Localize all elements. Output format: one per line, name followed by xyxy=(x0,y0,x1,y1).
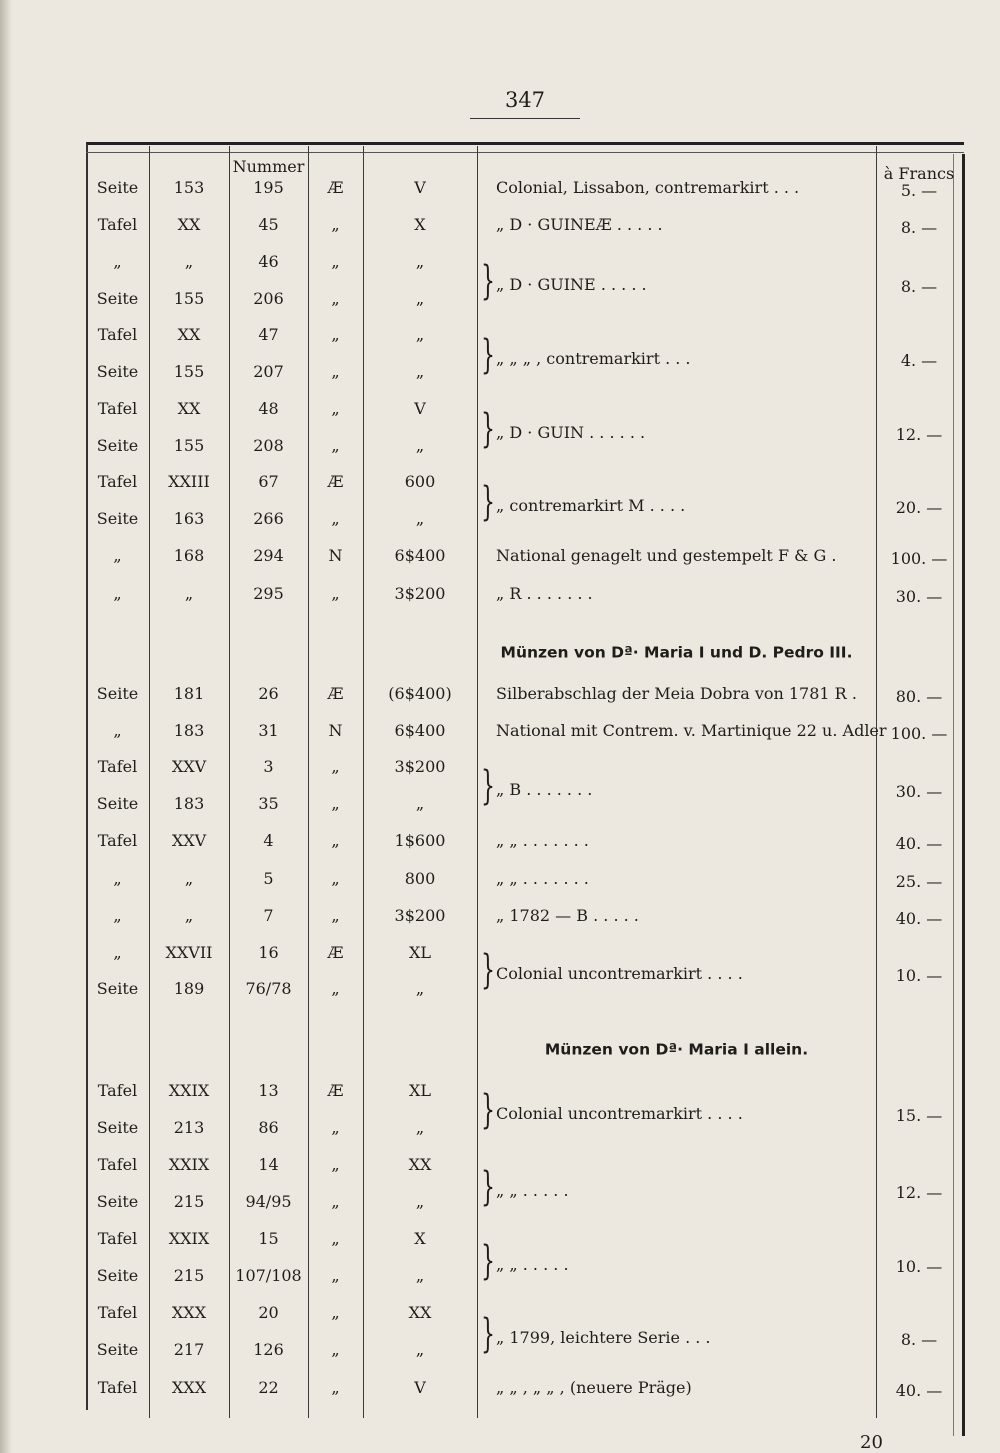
cell-page: 155 xyxy=(173,289,205,308)
cell-price: 12. — xyxy=(895,425,943,444)
cell-value: „ xyxy=(415,289,425,308)
cell-number: 14 xyxy=(258,1155,279,1174)
cell-metal: „ xyxy=(331,757,340,776)
cell-value: „ xyxy=(415,362,425,381)
cell-page: 168 xyxy=(173,546,205,565)
cell-description: „ „ . . . . . . . xyxy=(496,869,589,888)
cell-number: 7 xyxy=(263,906,274,925)
cell-metal: Æ xyxy=(327,178,344,197)
cell-page: XXV xyxy=(171,757,207,776)
brace-icon: } xyxy=(481,406,495,452)
brace-icon: } xyxy=(481,763,495,809)
brace-icon: } xyxy=(481,1311,495,1357)
header-nummer: Nummer xyxy=(232,157,305,176)
cell-description: National mit Contrem. v. Martinique 22 u. Adler xyxy=(496,721,887,740)
cell-page: XX xyxy=(177,399,201,418)
cell-number: 67 xyxy=(258,472,279,491)
cell-number: 107/108 xyxy=(235,1266,302,1285)
cell-type: Seite xyxy=(96,362,139,381)
cell-price: 15. — xyxy=(895,1106,943,1125)
cell-page: 213 xyxy=(173,1118,205,1137)
cell-metal: Æ xyxy=(327,684,344,703)
cell-type: Seite xyxy=(96,178,139,197)
cell-type: Seite xyxy=(96,1192,139,1211)
cell-page: 181 xyxy=(173,684,205,703)
cell-value: (6$400) xyxy=(388,684,452,703)
cell-description: „ „ „ , contremarkirt . . . xyxy=(496,349,691,368)
cell-description: Colonial uncontremarkirt . . . . xyxy=(496,1104,743,1123)
cell-page: 217 xyxy=(173,1340,205,1359)
brace-icon: } xyxy=(481,479,495,525)
cell-type: Seite xyxy=(96,979,139,998)
cell-price: 40. — xyxy=(895,1381,943,1400)
cell-description: „ „ , „ „ , (neuere Präge) xyxy=(496,1378,692,1397)
cell-type: Seite xyxy=(96,1340,139,1359)
cell-type: „ xyxy=(113,584,122,603)
cell-value: „ xyxy=(415,325,425,344)
cell-page: XXVII xyxy=(165,943,213,962)
brace-icon: } xyxy=(481,258,495,304)
cell-value: 3$200 xyxy=(394,906,446,925)
cell-type: Tafel xyxy=(97,757,138,776)
cell-metal: „ xyxy=(331,831,340,850)
cell-price: 8. — xyxy=(900,218,938,237)
cell-value: „ xyxy=(415,509,425,528)
cell-price: 20. — xyxy=(895,498,943,517)
cell-type: Tafel xyxy=(97,325,138,344)
cell-price: 80. — xyxy=(895,687,943,706)
cell-value: X xyxy=(414,215,426,234)
cell-metal: „ xyxy=(331,794,340,813)
cell-page: „ xyxy=(184,584,194,603)
cell-type: Tafel xyxy=(97,831,138,850)
section-heading: Münzen von Dª· Maria I allein. xyxy=(544,1040,809,1059)
cell-type: Tafel xyxy=(97,215,138,234)
cell-price: 40. — xyxy=(895,909,943,928)
page-number-rule xyxy=(470,118,580,119)
cell-number: 195 xyxy=(253,178,284,197)
cell-number: 207 xyxy=(253,362,284,381)
cell-price: 30. — xyxy=(895,782,943,801)
cell-value: „ xyxy=(415,1118,425,1137)
cell-type: Seite xyxy=(96,1118,139,1137)
cell-metal: „ xyxy=(331,215,340,234)
cell-value: „ xyxy=(415,252,425,271)
cell-value: 1$600 xyxy=(394,831,446,850)
cell-page: XX xyxy=(177,325,201,344)
cell-number: 206 xyxy=(253,289,284,308)
cell-value: 3$200 xyxy=(394,584,446,603)
cell-page: XX xyxy=(177,215,201,234)
cell-value: „ xyxy=(415,436,425,455)
page-edge-shadow xyxy=(0,0,12,1453)
table-right-border xyxy=(962,154,965,1436)
cell-page: XXX xyxy=(171,1303,207,1322)
cell-value: „ xyxy=(415,794,425,813)
section-heading: Münzen von Dª· Maria I und D. Pedro III. xyxy=(500,643,853,662)
cell-type: „ xyxy=(113,943,122,962)
cell-number: 20 xyxy=(258,1303,279,1322)
brace-icon: } xyxy=(481,1238,495,1284)
cell-type: „ xyxy=(113,721,122,740)
cell-page: „ xyxy=(184,252,194,271)
cell-price: 12. — xyxy=(895,1183,943,1202)
cell-metal: „ xyxy=(331,1118,340,1137)
cell-description: „ „ . . . . . xyxy=(496,1255,569,1274)
cell-page: XXX xyxy=(171,1378,207,1397)
cell-number: 94/95 xyxy=(245,1192,292,1211)
cell-page: XXV xyxy=(171,831,207,850)
cell-metal: „ xyxy=(331,1303,340,1322)
cell-page: XXIX xyxy=(168,1229,210,1248)
cell-number: 126 xyxy=(253,1340,284,1359)
cell-price: 100. — xyxy=(890,549,948,568)
cell-metal: „ xyxy=(331,869,340,888)
cell-price: 10. — xyxy=(895,1257,943,1276)
cell-metal: Æ xyxy=(327,1081,344,1100)
brace-icon: } xyxy=(481,1164,495,1210)
cell-page: 215 xyxy=(173,1192,205,1211)
cell-metal: „ xyxy=(331,1378,340,1397)
brace-icon: } xyxy=(481,1087,495,1133)
cell-type: Tafel xyxy=(97,1378,138,1397)
cell-description: „ „ . . . . . xyxy=(496,1181,569,1200)
cell-type: Seite xyxy=(96,1266,139,1285)
cell-price: 40. — xyxy=(895,834,943,853)
cell-metal: Æ xyxy=(327,943,344,962)
cell-number: 3 xyxy=(263,757,274,776)
cell-value: 800 xyxy=(404,869,436,888)
page-number: 347 xyxy=(504,88,546,112)
cell-page: 215 xyxy=(173,1266,205,1285)
cell-metal: „ xyxy=(331,1155,340,1174)
cell-number: 48 xyxy=(258,399,279,418)
cell-page: „ xyxy=(184,906,194,925)
cell-value: XX xyxy=(408,1155,432,1174)
cell-description: „ D · GUIN . . . . . . xyxy=(496,423,646,442)
cell-number: 35 xyxy=(258,794,279,813)
cell-value: 600 xyxy=(404,472,436,491)
brace-icon: } xyxy=(481,947,495,993)
cell-type: Seite xyxy=(96,289,139,308)
cell-metal: „ xyxy=(331,289,340,308)
cell-description: Silberabschlag der Meia Dobra von 1781 R . xyxy=(496,684,857,703)
cell-metal: „ xyxy=(331,1229,340,1248)
cell-description: „ D · GUINEÆ . . . . . xyxy=(496,215,663,234)
header-francs: à Francs xyxy=(883,164,955,183)
cell-price: 4. — xyxy=(900,351,938,370)
cell-metal: N xyxy=(328,546,343,565)
cell-value: 6$400 xyxy=(394,546,446,565)
cell-type: Seite xyxy=(96,436,139,455)
cell-page: 189 xyxy=(173,979,205,998)
cell-type: Seite xyxy=(96,794,139,813)
cell-metal: „ xyxy=(331,906,340,925)
cell-number: 45 xyxy=(258,215,279,234)
cell-page: 153 xyxy=(173,178,205,197)
cell-price: 8. — xyxy=(900,277,938,296)
cell-metal: „ xyxy=(331,1266,340,1285)
cell-price: 10. — xyxy=(895,966,943,985)
cell-price: 8. — xyxy=(900,1330,938,1349)
cell-number: 15 xyxy=(258,1229,279,1248)
cell-page: 183 xyxy=(173,794,205,813)
cell-metal: „ xyxy=(331,584,340,603)
cell-type: Seite xyxy=(96,509,139,528)
cell-value: V xyxy=(414,1378,426,1397)
cell-value: X xyxy=(414,1229,426,1248)
cell-type: Tafel xyxy=(97,472,138,491)
cell-metal: „ xyxy=(331,436,340,455)
cell-description: „ 1782 — B . . . . . xyxy=(496,906,639,925)
cell-type: „ xyxy=(113,546,122,565)
cell-value: „ xyxy=(415,1192,425,1211)
cell-type: „ xyxy=(113,252,122,271)
cell-page: 155 xyxy=(173,362,205,381)
cell-number: 22 xyxy=(258,1378,279,1397)
cell-value: XX xyxy=(408,1303,432,1322)
cell-value: „ xyxy=(415,979,425,998)
cell-metal: „ xyxy=(331,362,340,381)
cell-value: 3$200 xyxy=(394,757,446,776)
table-top-rule xyxy=(86,152,964,153)
cell-page: 155 xyxy=(173,436,205,455)
cell-number: 31 xyxy=(258,721,279,740)
cell-description: „ R . . . . . . . xyxy=(496,584,593,603)
cell-metal: „ xyxy=(331,1340,340,1359)
cell-type: „ xyxy=(113,906,122,925)
cell-type: Tafel xyxy=(97,399,138,418)
cell-metal: „ xyxy=(331,1192,340,1211)
cell-metal: Æ xyxy=(327,472,344,491)
brace-icon: } xyxy=(481,332,495,378)
cell-number: 16 xyxy=(258,943,279,962)
cell-page: XXIII xyxy=(168,472,210,491)
cell-type: Tafel xyxy=(97,1155,138,1174)
cell-price: 5. — xyxy=(900,181,938,200)
cell-type: Tafel xyxy=(97,1229,138,1248)
cell-type: „ xyxy=(113,869,122,888)
cell-page: XXIX xyxy=(168,1081,210,1100)
cell-number: 294 xyxy=(253,546,284,565)
column-divider xyxy=(876,146,877,1418)
cell-description: „ D · GUINE . . . . . xyxy=(496,275,647,294)
column-divider xyxy=(477,146,478,1418)
cell-metal: N xyxy=(328,721,343,740)
cell-metal: „ xyxy=(331,979,340,998)
cell-description: „ „ . . . . . . . xyxy=(496,831,589,850)
cell-page: „ xyxy=(184,869,194,888)
cell-description: Colonial, Lissabon, contremarkirt . . . xyxy=(496,178,800,197)
cell-number: 5 xyxy=(263,869,274,888)
cell-page: 163 xyxy=(173,509,205,528)
cell-description: „ B . . . . . . . xyxy=(496,780,593,799)
cell-type: Tafel xyxy=(97,1303,138,1322)
cell-metal: „ xyxy=(331,399,340,418)
cell-number: 46 xyxy=(258,252,279,271)
cell-number: 13 xyxy=(258,1081,279,1100)
cell-value: V xyxy=(414,178,426,197)
cell-metal: „ xyxy=(331,252,340,271)
cell-number: 76/78 xyxy=(245,979,292,998)
cell-type: Tafel xyxy=(97,1081,138,1100)
cell-number: 86 xyxy=(258,1118,279,1137)
cell-metal: „ xyxy=(331,325,340,344)
cell-number: 26 xyxy=(258,684,279,703)
cell-page: XXIX xyxy=(168,1155,210,1174)
footer-number: 20 xyxy=(860,1432,883,1453)
cell-page: 183 xyxy=(173,721,205,740)
cell-number: 295 xyxy=(253,584,284,603)
cell-description: National genagelt und gestempelt F & G . xyxy=(496,546,837,565)
cell-value: XL xyxy=(408,943,431,962)
cell-value: 6$400 xyxy=(394,721,446,740)
cell-type: Seite xyxy=(96,684,139,703)
cell-price: 25. — xyxy=(895,872,943,891)
cell-value: V xyxy=(414,399,426,418)
cell-price: 100. — xyxy=(890,724,948,743)
cell-number: 208 xyxy=(253,436,284,455)
cell-metal: „ xyxy=(331,509,340,528)
cell-number: 47 xyxy=(258,325,279,344)
cell-description: „ 1799, leichtere Serie . . . xyxy=(496,1328,711,1347)
cell-description: „ contremarkirt M . . . . xyxy=(496,496,686,515)
cell-number: 4 xyxy=(263,831,274,850)
cell-description: Colonial uncontremarkirt . . . . xyxy=(496,964,743,983)
cell-value: „ xyxy=(415,1340,425,1359)
cell-value: „ xyxy=(415,1266,425,1285)
cell-price: 30. — xyxy=(895,587,943,606)
cell-number: 266 xyxy=(253,509,284,528)
cell-value: XL xyxy=(408,1081,431,1100)
